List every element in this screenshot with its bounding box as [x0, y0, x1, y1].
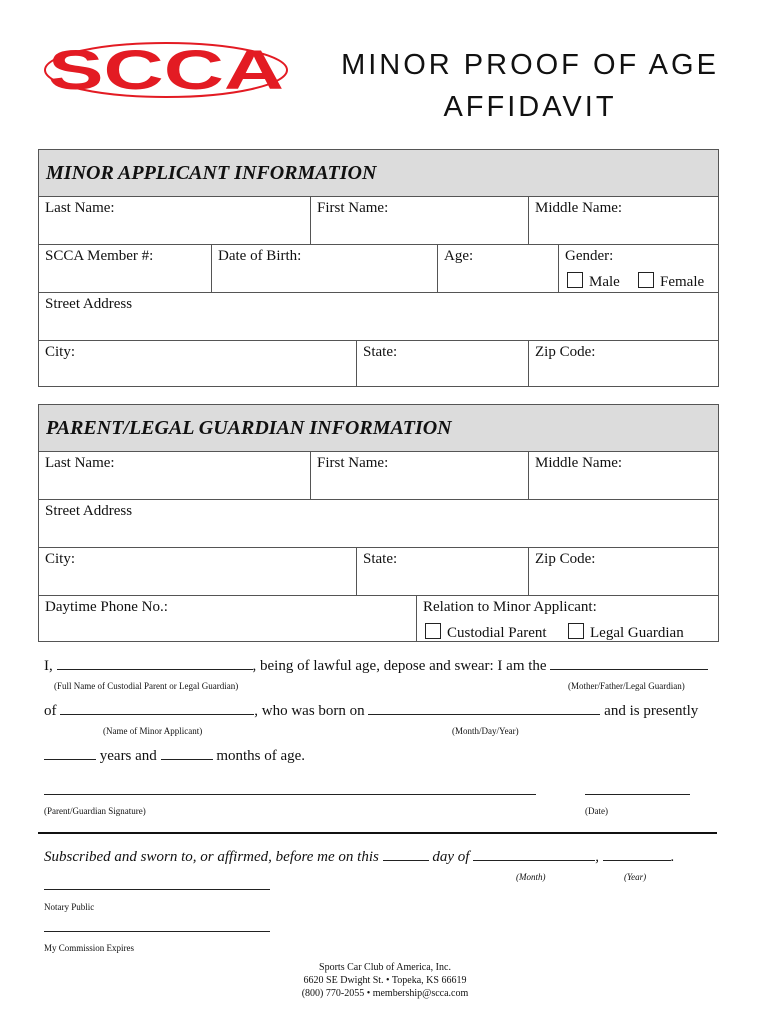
notary-subscribed-text: Subscribed and sworn to, or affirmed, before me on this — [44, 849, 379, 865]
notary-year-note: (Year) — [624, 872, 647, 882]
notary-statement — [44, 846, 674, 866]
guardian-first-name-label: First Name: — [317, 455, 389, 471]
minor-dob-label: Date of Birth: — [218, 248, 302, 264]
guardian-first-name-field[interactable] — [310, 452, 529, 499]
guardian-street-field[interactable] — [39, 500, 718, 547]
minor-last-name-field[interactable] — [39, 197, 310, 244]
minor-section-header — [39, 150, 718, 197]
minor-age-label: Age: — [444, 248, 474, 264]
minor-member-no-field[interactable] — [39, 245, 211, 292]
minor-first-name-label: First Name: — [317, 200, 389, 216]
guardian-zip-field[interactable] — [528, 548, 718, 595]
relation-note: (Mother/Father/Legal Guardian) — [568, 681, 685, 691]
legal-guardian-label: Legal Guardian — [590, 625, 684, 641]
guardian-phone-field[interactable] — [39, 596, 416, 642]
minor-first-name-field[interactable] — [310, 197, 529, 244]
guardian-city-row — [39, 547, 718, 595]
birth-date-note: (Month/Day/Year) — [452, 726, 519, 736]
minor-street-row — [39, 292, 718, 340]
male-checkbox[interactable] — [567, 272, 583, 288]
guardian-city-label: City: — [45, 551, 76, 567]
affidavit-presently-text: and is presently — [604, 703, 699, 719]
minor-street-label: Street Address — [45, 296, 133, 312]
affidavit-line-3 — [44, 745, 305, 765]
footer-org: Sports Car Club of America, Inc. — [319, 962, 451, 973]
logo-text: SCCA — [48, 42, 284, 98]
notary-day-blank[interactable] — [383, 846, 429, 861]
title-line-2: AFFIDAVIT — [443, 91, 617, 123]
gender-male-option[interactable] — [567, 272, 620, 291]
affidavit-months-text: months of age. — [216, 748, 306, 764]
affidavit-line-1 — [44, 655, 708, 675]
affidavit-line-2 — [44, 700, 698, 720]
minor-city-field[interactable] — [39, 341, 356, 387]
legal-guardian-checkbox[interactable] — [568, 623, 584, 639]
guardian-street-row — [39, 499, 718, 547]
signature-note: (Parent/Guardian Signature) — [44, 806, 146, 816]
notary-signature-line[interactable] — [44, 889, 270, 890]
affidavit-years-text: years and — [99, 748, 157, 764]
minor-city-label: City: — [45, 344, 76, 360]
notary-month-note: (Month) — [516, 872, 546, 882]
minor-middle-name-field[interactable] — [528, 197, 718, 244]
minor-age-field[interactable] — [437, 245, 559, 292]
custodial-parent-label: Custodial Parent — [447, 625, 547, 641]
signature-line[interactable] — [44, 794, 536, 795]
minor-dob-field[interactable] — [211, 245, 438, 292]
guardian-name-row — [39, 452, 718, 499]
minor-applicant-section — [38, 149, 719, 387]
guardian-phone-row — [39, 595, 718, 642]
guardian-relation-field — [416, 596, 718, 642]
footer-address: 6620 SE Dwight St. • Topeka, KS 66619 — [303, 975, 467, 986]
minor-member-no-label: SCCA Member #: — [45, 248, 154, 264]
female-label: Female — [660, 274, 705, 290]
notary-day-of-text: day of — [432, 849, 470, 865]
affidavit-i-text: I, — [44, 658, 53, 674]
guardian-section — [38, 404, 719, 642]
guardian-middle-name-label: Middle Name: — [535, 455, 623, 471]
minor-street-field[interactable] — [39, 293, 718, 340]
female-checkbox[interactable] — [638, 272, 654, 288]
gender-female-option[interactable] — [638, 272, 704, 291]
notary-year-blank[interactable] — [603, 846, 671, 861]
affidavit-born-text: , who was born on — [254, 703, 365, 719]
full-name-note: (Full Name of Custodial Parent or Legal Guardian) — [54, 681, 239, 691]
guardian-phone-label: Daytime Phone No.: — [45, 599, 168, 615]
minor-zip-field[interactable] — [528, 341, 718, 387]
title-line-1: MINOR PROOF OF AGE — [341, 49, 719, 81]
guardian-zip-label: Zip Code: — [535, 551, 596, 567]
guardian-section-header — [39, 405, 718, 452]
minor-name-blank[interactable] — [60, 700, 254, 715]
legal-guardian-option[interactable] — [568, 623, 684, 642]
commission-line[interactable] — [44, 931, 270, 932]
minor-zip-label: Zip Code: — [535, 344, 596, 360]
minor-gender-label: Gender: — [565, 248, 614, 264]
minor-middle-name-label: Middle Name: — [535, 200, 623, 216]
date-note: (Date) — [585, 806, 608, 816]
custodial-parent-checkbox[interactable] — [425, 623, 441, 639]
male-label: Male — [589, 274, 620, 290]
affidavit-of-text: of — [44, 703, 57, 719]
date-line[interactable] — [585, 794, 690, 795]
page-title — [330, 44, 730, 128]
minor-city-row — [39, 340, 718, 387]
guardian-middle-name-field[interactable] — [528, 452, 718, 499]
relation-blank[interactable] — [550, 655, 708, 670]
notary-comma: , — [595, 849, 599, 865]
notary-public-label: Notary Public — [44, 902, 95, 912]
minor-state-label: State: — [363, 344, 398, 360]
section-divider — [38, 832, 717, 834]
notary-period: . — [670, 849, 675, 865]
guardian-last-name-label: Last Name: — [45, 455, 115, 471]
scca-logo — [44, 42, 288, 98]
minor-state-field[interactable] — [356, 341, 529, 387]
minor-details-row — [39, 244, 718, 292]
guardian-street-label: Street Address — [45, 503, 133, 519]
guardian-city-field[interactable] — [39, 548, 356, 595]
birth-date-blank[interactable] — [368, 700, 600, 715]
guardian-state-field[interactable] — [356, 548, 529, 595]
minor-gender-field — [558, 245, 718, 292]
guardian-state-label: State: — [363, 551, 398, 567]
months-blank[interactable] — [161, 745, 213, 760]
minor-section-title: MINOR APPLICANT INFORMATION — [46, 162, 377, 184]
guardian-last-name-field[interactable] — [39, 452, 310, 499]
footer-contact: (800) 770-2055 • membership@scca.com — [301, 988, 469, 999]
guardian-full-name-blank[interactable] — [57, 655, 253, 670]
custodial-parent-option[interactable] — [425, 623, 547, 642]
footer — [0, 961, 770, 1000]
guardian-section-title: PARENT/LEGAL GUARDIAN INFORMATION — [46, 417, 452, 439]
minor-name-row — [39, 197, 718, 244]
notary-month-blank[interactable] — [473, 846, 595, 861]
minor-last-name-label: Last Name: — [45, 200, 115, 216]
years-blank[interactable] — [44, 745, 96, 760]
commission-label: My Commission Expires — [44, 943, 135, 953]
affidavit-being-text: , being of lawful age, depose and swear: I am the — [252, 658, 547, 674]
guardian-relation-label: Relation to Minor Applicant: — [423, 599, 597, 615]
minor-name-note: (Name of Minor Applicant) — [103, 726, 203, 736]
